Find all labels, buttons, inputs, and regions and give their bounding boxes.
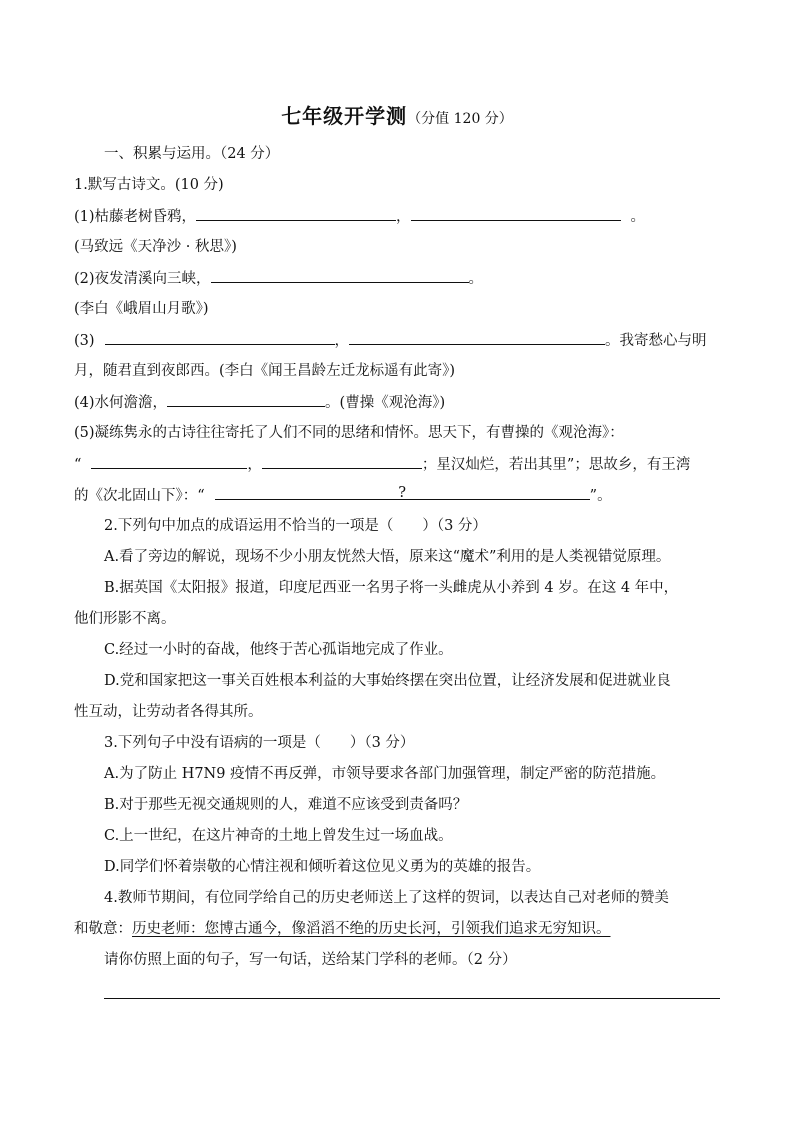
score-note: （分值 120 分） [407, 111, 513, 127]
q1-item3-cont: 月，随君直到夜郎西。(李白《闻王昌龄左迁龙标遥有此寄》) [74, 363, 456, 379]
q1-item2: (2)夜发清溪向三峡， 。 [74, 268, 720, 289]
q2-heading: 2.下列句中加点的成语运用不恰当的一项是（ ）（3 分） [104, 518, 487, 534]
q2-option-d-cont: 性互动，让劳动者各得其所。 [74, 704, 263, 720]
answer-blank[interactable] [196, 206, 396, 221]
answer-blank[interactable] [349, 330, 605, 345]
q1-item3: (3) ， 。我寄愁心与明 [74, 330, 720, 351]
section-heading: 一、积累与运用。（24 分） [104, 146, 280, 162]
answer-blank[interactable] [91, 454, 247, 469]
q1-item1: (1)枯藤老树昏鸦， ， 。 [74, 206, 720, 227]
q1-item1-source: (马致远《天净沙 · 秋思》) [74, 239, 237, 255]
answer-blank[interactable]: ? [215, 485, 590, 500]
answer-blank[interactable] [411, 206, 621, 221]
q3-option-b: B.对于那些无视交通规则的人，难道不应该受到责备吗？ [104, 797, 468, 813]
q1-item4: (4)水何澹澹， 。(曹操《观沧海》) [74, 392, 720, 413]
q4-heading: 4.教师节期间，有位同学给自己的历史老师送上了这样的贺词，以表达自己对老师的赞美 [104, 890, 669, 906]
page-title: 七年级开学测 [281, 104, 408, 128]
answer-blank[interactable] [211, 268, 469, 283]
answer-blank[interactable] [167, 392, 325, 407]
q2-option-b: B.据英国《太阳报》报道，印度尼西亚一名男子将一头雌虎从小养到 4 岁。在这 4 年中， [104, 580, 679, 596]
q2-option-b-cont: 他们形影不离。 [74, 611, 176, 627]
q3-heading: 3.下列句子中没有语病的一项是（ ）（3 分） [104, 735, 415, 751]
answer-blank[interactable] [262, 454, 422, 469]
q3-option-a: A.为了防止 H7N9 疫情不再反弹，市领导要求各部门加强管理，制定严密的防范措施。 [104, 766, 666, 782]
q4-example: 和敬意：历史老师：您博古通今，像滔滔不绝的历史长河，引领我们追求无穷知识。 [74, 921, 611, 937]
q2-option-a: A.看了旁边的解说，现场不少小朋友恍然大悟，原来这“魔术”利用的是人类视错觉原理。 [104, 549, 671, 565]
q3-option-d: D.同学们怀着崇敬的心情注视和倾听着这位见义勇为的英雄的报告。 [104, 859, 541, 875]
answer-blank[interactable] [105, 330, 335, 345]
q3-option-c: C.上一世纪，在这片神奇的土地上曾发生过一场血战。 [104, 828, 453, 844]
q1-item5: (5)凝练隽永的古诗往往寄托了人们不同的思绪和情怀。思天下，有曹操的《观沧海》： [74, 425, 624, 441]
page-title-block [0, 100, 794, 129]
q4-prompt: 请你仿照上面的句子，写一句话，送给某门学科的老师。（2 分） [104, 952, 517, 968]
q1-item5-line2: “ ， ；星汉灿烂，若出其里”；思故乡，有王湾 [74, 454, 720, 475]
q2-option-c: C.经过一小时的奋战，他终于苦心孤诣地完成了作业。 [104, 642, 453, 658]
answer-line[interactable] [104, 998, 720, 999]
q1-heading: 1.默写古诗文。(10 分) [74, 177, 224, 193]
q1-item2-source: (李白《峨眉山月歌》) [74, 301, 209, 317]
q2-option-d: D.党和国家把这一事关百姓根本利益的大事始终摆在突出位置，让经济发展和促进就业良 [104, 673, 671, 689]
q1-item5-line3: 的《次北固山下》：“ ? ”。 [74, 485, 612, 504]
example-sentence: 历史老师：您博古通今，像滔滔不绝的历史长河，引领我们追求无穷知识。 [132, 921, 611, 937]
